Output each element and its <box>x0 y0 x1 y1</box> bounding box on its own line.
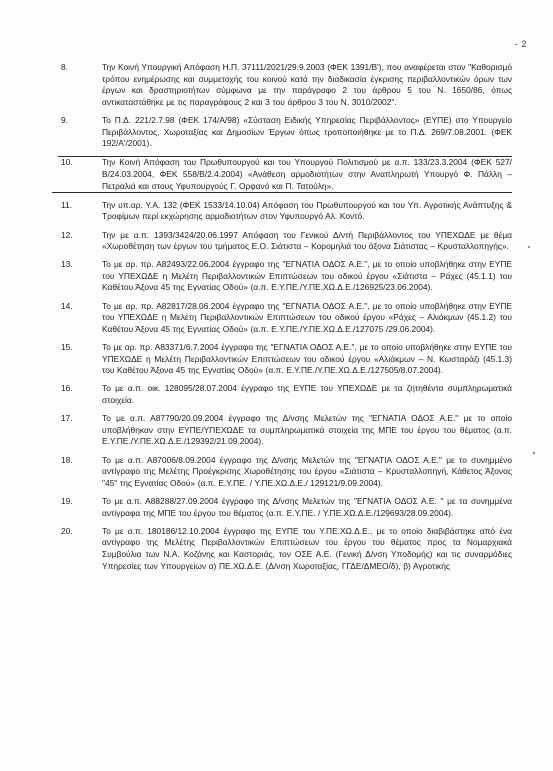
item-text: Το με α.π. 180186/12.10.2004 έγγραφο της ΕΥΠΕ του Υ.ΠΕ.ΧΩ.Δ.Ε., με το οποίο διαβιβάστηκε από ένα αντίγραφο της Μελέτης Περιβαλλοντικών Επιπτώσεων του έργου του θέματος προς τα Νομαρχιακά Συμβούλια των Ν.Α. Κοζάνης και Καστοριάς, τον ΟΣΕ Α.Ε. (Γενική Δ/νση Υποδομής) και τις συναρμόδιες Υπηρεσίες των Υπουργείων α) ΠΕ.ΧΩ.Δ.Ε. (Δ/νση Χωροταξίας, ΓΓΔΕ/ΔΜΕΟ/δ), β) Αγροτικής <box>102 525 512 571</box>
item-number: 10. <box>61 157 73 168</box>
item-text: Το με αρ. πρ. Α83371/6.7.2004 έγγραφο της "ΕΓΝΑΤΙΑ ΟΔΟΣ Α.Ε.", με το οποίο υποβλήθηκε στην ΕΥΠΕ του ΥΠΕΧΩΔΕ η Μελέτη Περιβαλλοντικών Επιπτώσεων του οδικού έργου «Αλιάκμων – Ν. Κωσταράζι (45.1.3) του Καθέτου Άξονα 45 της Εγνατίας Οδού» (α.π. Ε.Υ.ΠΕ./Υ.ΠΕ.ΧΩ.Δ.Ε./127505/8.07.2004). <box>102 342 512 376</box>
item-text: Την Κοινή Υπουργική Απόφαση Η.Π. 37111/2021/29.9.2003 (ΦΕΚ 1391/Β'), που αναφέρεται στον "Καθορισμό τρόπου ενημέρωσης και συμμετοχής του κοινού κατά την διαδικασία έγκρισης περιβαλλοντικών όρων των έργων και δραστηριοτήτων σύμφωνα με την παράγραφο 2 του άρθρου 5 του Ν. 1650/86, όπως αντικαταστάθηκε με τις παραγράφους 2 και 3 του άρθρου 3 του Ν. 3010/2002". <box>102 62 512 107</box>
list-item <box>52 526 512 572</box>
list-item <box>52 259 512 294</box>
item-number: 8. <box>61 62 68 72</box>
list-item <box>52 200 512 223</box>
item-number: 13. <box>61 259 73 270</box>
item-number: 19. <box>61 495 73 506</box>
item-text: Το Π.Δ. 221/2.7.98 (ΦΕΚ 174/Α/98) «Σύσταση Ειδικής Υπηρεσίας Περιβάλλοντος» (ΕΥΠΕ) στο Υπουργείο Περιβάλλοντος, Χωροταξίας και Δημοσίων Έργων όπως τροποποιήθηκε με το Π.Δ. 269/7.08.2001. (ΦΕΚ 192/Α'/2001). <box>102 114 512 149</box>
list-item <box>52 301 512 336</box>
scan-speck <box>533 452 535 454</box>
recitals-list <box>52 62 512 579</box>
page-number: - 2 <box>514 39 527 49</box>
item-number: 18. <box>61 454 73 465</box>
item-text: Το με αρ. πρ. Α82817/28.06.2004 έγγραφο της "ΕΓΝΑΤΙΑ ΟΔΟΣ Α.Ε.", με το οποίο υποβλήθηκε στην ΕΥΠΕ του ΥΠΕΧΩΔΕ η Μελέτη Περιβαλλοντικών Επιπτώσεων του οδικού έργου «Ράχες – Αλιάκμων (45.1.2) του Καθέτου Άξονα 45 της Εγνατίας Οδού» (α.π. Ε.Υ.ΠΕ./Υ.ΠΕ.ΧΩ.Δ.Ε./127075 /29.06.2004). <box>102 300 512 334</box>
item-number: 17. <box>61 413 73 424</box>
item-text: Το με α.π. Α88288/27.09.2004 έγγραφο της Δ/νσης Μελετών της "ΕΓΝΑΤΙΑ ΟΔΟΣ Α.Ε. " με τα συνημμένα αντίγραφα της ΜΠΕ του έργου του θέματος (α.π. Ε.Υ.ΠΕ. / Υ.ΠΕ.ΧΩ.Δ.Ε./129693/28.09.2004). <box>102 495 512 518</box>
list-item <box>52 342 512 377</box>
item-number: 16. <box>61 383 73 394</box>
list-item <box>52 115 512 150</box>
scan-speck <box>528 246 530 248</box>
list-item <box>52 230 512 253</box>
list-item <box>52 413 512 448</box>
item-number: 20. <box>61 525 73 536</box>
item-text: Την Κοινή Απόφαση του Πρωθυπουργού και του Υπουργού Πολιτισμού με α.π. 133/23.3.2004 (ΦΕΚ 527/Β/24.03.2004, ΦΕΚ 558/Β/2.4.2004) «Ανάθεση αρμοδιοτήτων στην Αναπληρωτή Υπουργό Φ. Πάλλη – Πετραλιά και στους Υφυπουργούς Γ. Ορφανό και Π. Τατούλη». <box>102 157 512 191</box>
item-text: Το με αρ. πρ. Α82493/22.06.2004 έγγραφο της "ΕΓΝΑΤΙΑ ΟΔΟΣ Α.Ε.", με το οποίο υποβλήθηκε στην ΕΥΠΕ του ΥΠΕΧΩΔΕ η Μελέτη Περιβαλλοντικών Επιπτώσεων του οδικού έργου «Σιάτιστα – Ράχες (45.1.1) του Καθέτου Άξονα 45 της Εγνατίας Οδού» (α.π. Ε.Υ.ΠΕ./Υ.ΠΕ.ΧΩ.Δ.Ε./126925/23.06.2004). <box>102 259 512 293</box>
item-text: Την υπ.αρ. Υ.Α. 132 (ΦΕΚ 1533/14.10.04) Απόφαση του Πρωθυπουργού και του Υπ. Αγροτικής Ανάπτυξης & Τροφίμων περί εκχώρησης αρμοδιοτήτων στον Υφυπουργό Αλ. Κοντό. <box>102 199 512 222</box>
item-number: 15. <box>61 342 73 353</box>
item-text: Το με α.π. Α87790/20.09.2004 έγγραφο της Δ/νσης Μελετών της "ΕΓΝΑΤΙΑ ΟΔΟΣ Α.Ε." με το οποίο υποβλήθηκαν στην ΕΥΠΕ/ΥΠΕΧΩΔΕ τα συμπληρωματικά στοιχεία της ΜΠΕ του έργου του θέματος (α.π. Ε.Υ.ΠΕ./Υ.ΠΕ.ΧΩ.Δ.Ε./129392/21.09.2004). <box>102 413 512 447</box>
item-text: Το με α.π. Α87006/8.09.2004 έγγραφο της Δ/νσης Μελετών της "ΕΓΝΑΤΙΑ ΟΔΟΣ Α.Ε." με το συνημμένο αντίγραφο της Μελέτης Προέγκρισης Χωροθέτησης του έργου «Σιάτιστα – Κρυσταλλοπηγή, Κάθετος Άξονας "45" της Εγνατίας Οδού» (α.π. Ε.Υ.ΠΕ. / Υ.ΠΕ.ΧΩ.Δ.Ε./ 129121/9.09.2004). <box>102 454 512 488</box>
list-item <box>52 496 512 519</box>
item-number: 11. <box>61 199 73 210</box>
list-item-highlighted <box>52 156 512 193</box>
item-text: Την με α.π. 1393/3424/20.06.1997 Απόφαση του Γενικού Δ/ντή Περιβάλλοντος του ΥΠΕΧΩΔΕ με θέμα «Χωροθέτηση των έργων του τμήματος Ε.Ο. Σιάτιστα – Κορομηλιά του άξονα Σιάτιστας – Κρυσταλλοπηγής». <box>102 229 512 252</box>
item-number: 12. <box>61 229 73 240</box>
item-number: 9. <box>61 114 68 125</box>
list-item <box>52 383 512 406</box>
list-item <box>52 62 512 108</box>
item-text: Το με α.π. οικ. 128095/28.07.2004 έγγραφο της ΕΥΠΕ του ΥΠΕΧΩΔΕ με τα ζητηθέντα συμπληρωματικά στοιχεία. <box>102 383 512 405</box>
item-number: 14. <box>61 300 73 311</box>
list-item <box>52 455 512 490</box>
